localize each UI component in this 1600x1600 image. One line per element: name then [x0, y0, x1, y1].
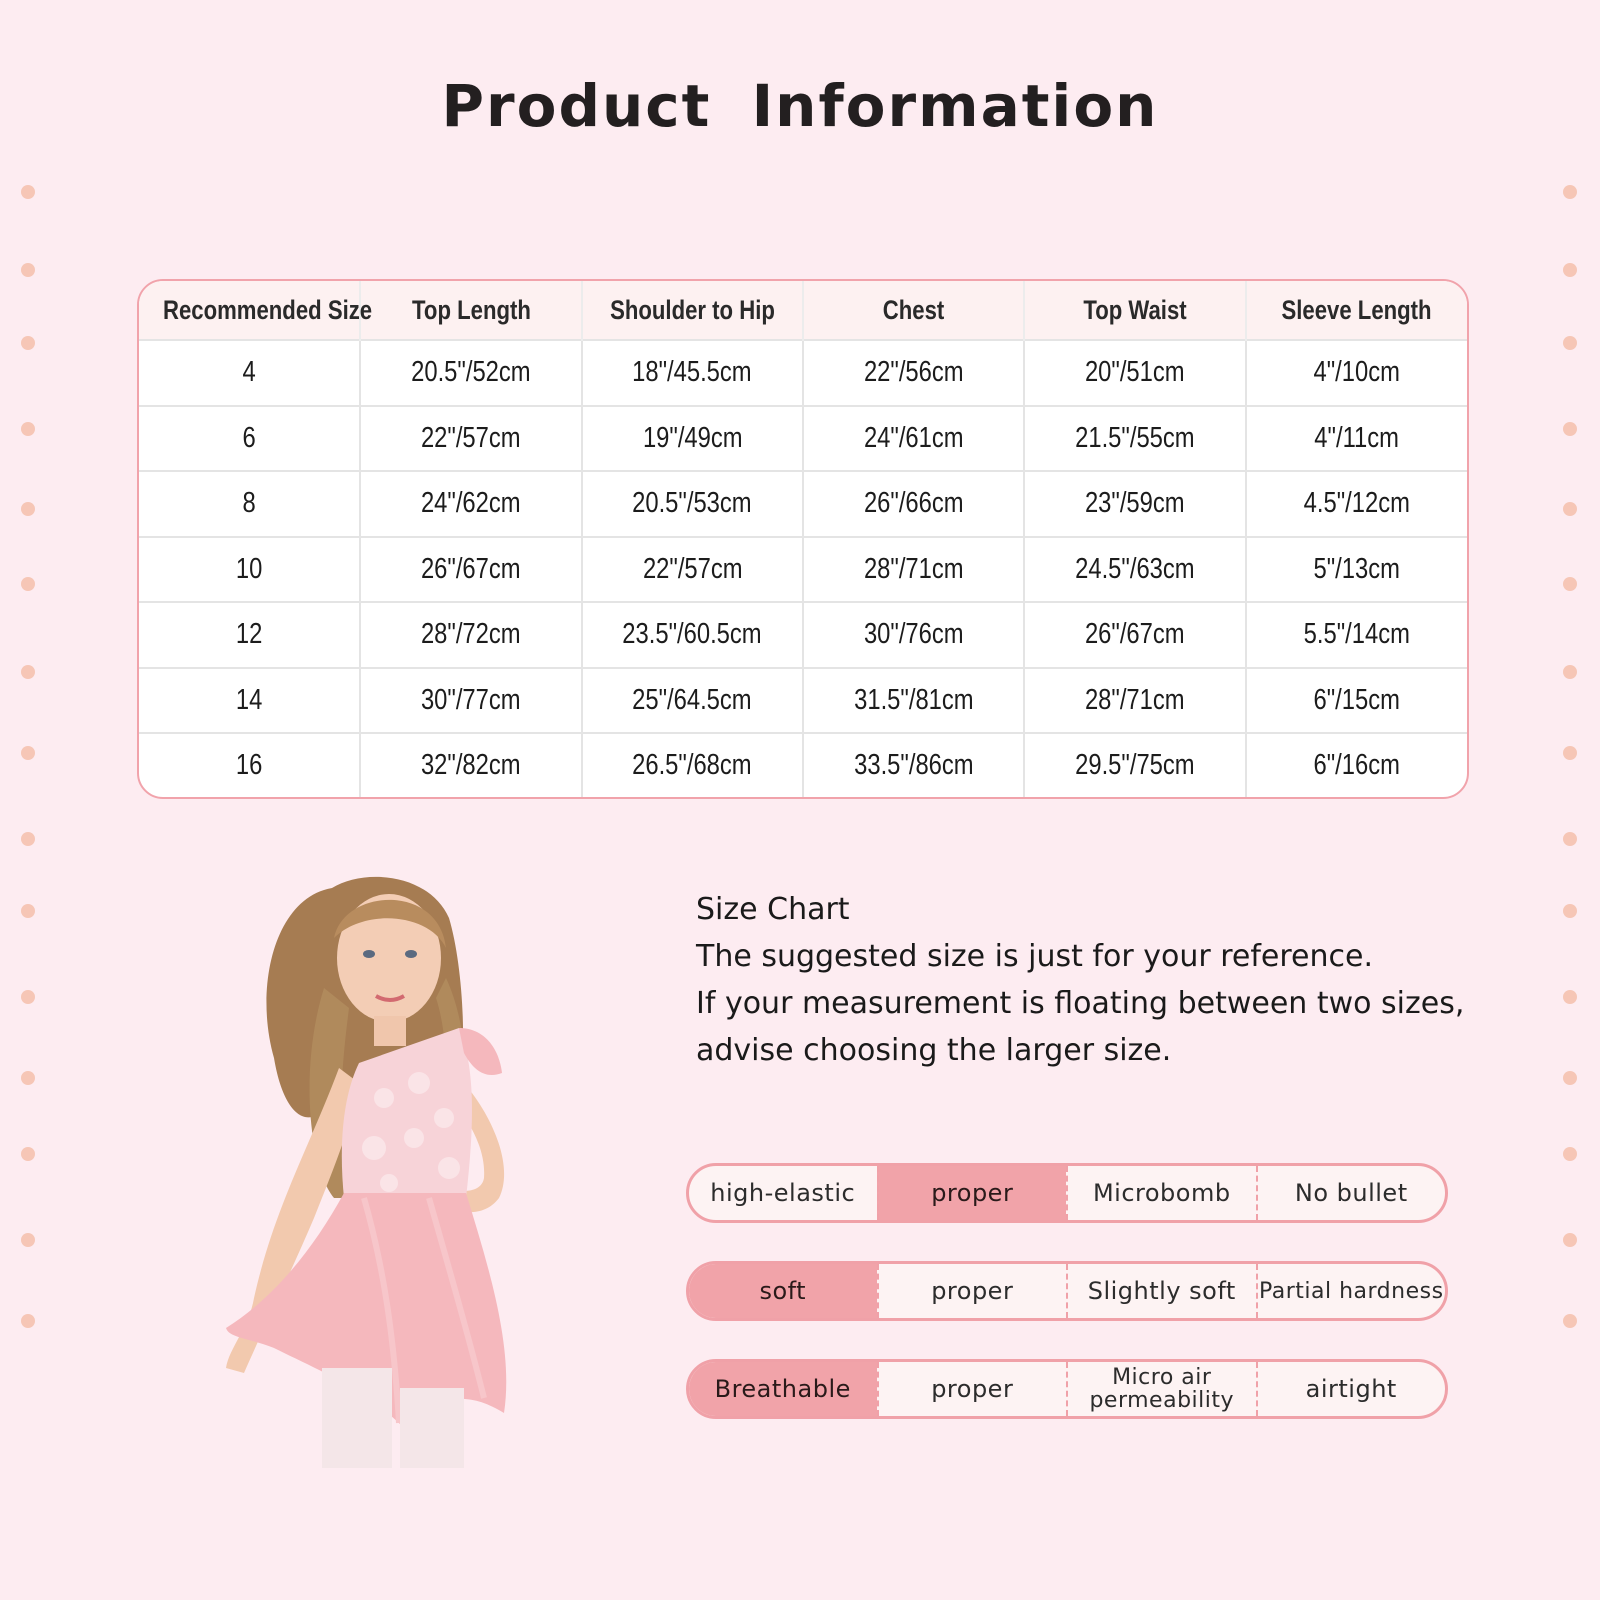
decorative-dot	[1563, 1233, 1577, 1247]
note-line: The suggested size is just for your reference.	[696, 939, 1373, 974]
decorative-dot	[1563, 577, 1577, 591]
table-cell: 10	[139, 537, 360, 603]
table-cell: 5"/13cm	[1246, 537, 1467, 603]
table-row	[139, 668, 1467, 734]
decorative-dot	[21, 185, 35, 199]
decorative-dot	[21, 422, 35, 436]
scale-option: Microbomb	[1066, 1166, 1256, 1220]
table-cell: 26"/67cm	[1024, 602, 1245, 668]
decorative-dot	[21, 1147, 35, 1161]
table-cell: 30"/76cm	[803, 602, 1024, 668]
table-cell: 8	[139, 471, 360, 537]
size-chart-heading: Size Chart	[696, 892, 850, 927]
table-cell: 30"/77cm	[360, 668, 581, 734]
table-cell: 32"/82cm	[360, 733, 581, 797]
decorative-dot	[1563, 1147, 1577, 1161]
table-cell: 12	[139, 602, 360, 668]
table-row	[139, 471, 1467, 537]
table-row	[139, 406, 1467, 472]
softness-scale	[686, 1261, 1448, 1321]
decorative-dot	[21, 1233, 35, 1247]
scale-option: Slightly soft	[1066, 1264, 1256, 1318]
table-cell: 31.5"/81cm	[803, 668, 1024, 734]
table-cell: 24.5"/63cm	[1024, 537, 1245, 603]
decorative-dot	[1563, 336, 1577, 350]
note-line: advise choosing the larger size.	[696, 1033, 1172, 1068]
decorative-dot	[21, 263, 35, 277]
decorative-dot	[21, 1314, 35, 1328]
table-cell: 4"/10cm	[1246, 340, 1467, 406]
table-cell: 16	[139, 733, 360, 797]
decorative-dot	[1563, 1314, 1577, 1328]
table-cell: 5.5"/14cm	[1246, 602, 1467, 668]
scale-option-selected: Breathable	[689, 1362, 877, 1416]
table-cell: 29.5"/75cm	[1024, 733, 1245, 797]
table-cell: 26"/67cm	[360, 537, 581, 603]
table-cell: 21.5"/55cm	[1024, 406, 1245, 472]
table-cell: 18"/45.5cm	[582, 340, 803, 406]
table-cell: 14	[139, 668, 360, 734]
page-title: Product Information	[441, 72, 1159, 140]
scale-option: proper	[877, 1362, 1067, 1416]
model-photo	[214, 868, 584, 1468]
table-cell: 28"/72cm	[360, 602, 581, 668]
column-header: Top Length	[360, 281, 581, 340]
scale-option: Micro air permeability	[1066, 1362, 1256, 1416]
table-cell: 6"/16cm	[1246, 733, 1467, 797]
column-header: Sleeve Length	[1246, 281, 1467, 340]
decorative-dot	[21, 336, 35, 350]
table-cell: 20"/51cm	[1024, 340, 1245, 406]
table-cell: 23"/59cm	[1024, 471, 1245, 537]
decorative-dot	[1563, 990, 1577, 1004]
decorative-dot	[1563, 832, 1577, 846]
column-header: Top Waist	[1024, 281, 1245, 340]
decorative-dot	[21, 502, 35, 516]
scale-option: airtight	[1256, 1362, 1446, 1416]
table-cell: 6	[139, 406, 360, 472]
column-header: Recommended Size	[139, 281, 360, 340]
size-table	[137, 279, 1469, 799]
decorative-dot	[1563, 422, 1577, 436]
table-cell: 25"/64.5cm	[582, 668, 803, 734]
elasticity-scale	[686, 1163, 1448, 1223]
table-cell: 19"/49cm	[582, 406, 803, 472]
table-cell: 24"/61cm	[803, 406, 1024, 472]
table-cell: 23.5"/60.5cm	[582, 602, 803, 668]
table-row	[139, 602, 1467, 668]
left-dot-border	[21, 0, 51, 1600]
scale-option-selected: proper	[877, 1166, 1067, 1220]
decorative-dot	[1563, 502, 1577, 516]
table-cell: 22"/57cm	[582, 537, 803, 603]
table-row	[139, 340, 1467, 406]
scale-option: proper	[877, 1264, 1067, 1318]
table-cell: 22"/57cm	[360, 406, 581, 472]
scale-option: No bullet	[1256, 1166, 1446, 1220]
decorative-dot	[1563, 185, 1577, 199]
decorative-dot	[1563, 665, 1577, 679]
table-row	[139, 733, 1467, 797]
breathability-scale	[686, 1359, 1448, 1419]
scale-option: high-elastic	[710, 1179, 856, 1207]
decorative-dot	[21, 746, 35, 760]
size-chart-note	[696, 886, 1465, 1074]
column-header: Chest	[803, 281, 1024, 340]
scale-option-selected: soft	[689, 1264, 877, 1318]
column-header: Shoulder to Hip	[582, 281, 803, 340]
decorative-dot	[1563, 746, 1577, 760]
table-cell: 26"/66cm	[803, 471, 1024, 537]
table-cell: 24"/62cm	[360, 471, 581, 537]
decorative-dot	[21, 577, 35, 591]
decorative-dot	[1563, 904, 1577, 918]
decorative-dot	[21, 990, 35, 1004]
decorative-dot	[21, 832, 35, 846]
table-cell: 20.5"/53cm	[582, 471, 803, 537]
table-cell: 28"/71cm	[803, 537, 1024, 603]
decorative-dot	[21, 665, 35, 679]
decorative-dot	[21, 1071, 35, 1085]
table-cell: 4	[139, 340, 360, 406]
note-line: If your measurement is floating between two sizes,	[696, 986, 1465, 1021]
table-cell: 20.5"/52cm	[360, 340, 581, 406]
right-dot-border	[1563, 0, 1593, 1600]
table-cell: 6"/15cm	[1246, 668, 1467, 734]
table-cell: 33.5"/86cm	[803, 733, 1024, 797]
table-cell: 28"/71cm	[1024, 668, 1245, 734]
table-row	[139, 537, 1467, 603]
table-cell: 4.5"/12cm	[1246, 471, 1467, 537]
decorative-dot	[1563, 1071, 1577, 1085]
table-cell: 22"/56cm	[803, 340, 1024, 406]
decorative-dot	[21, 904, 35, 918]
table-cell: 4"/11cm	[1246, 406, 1467, 472]
scale-option: Partial hardness	[1256, 1264, 1446, 1318]
table-cell: 26.5"/68cm	[582, 733, 803, 797]
decorative-dot	[1563, 263, 1577, 277]
table-header-row	[139, 281, 1467, 340]
